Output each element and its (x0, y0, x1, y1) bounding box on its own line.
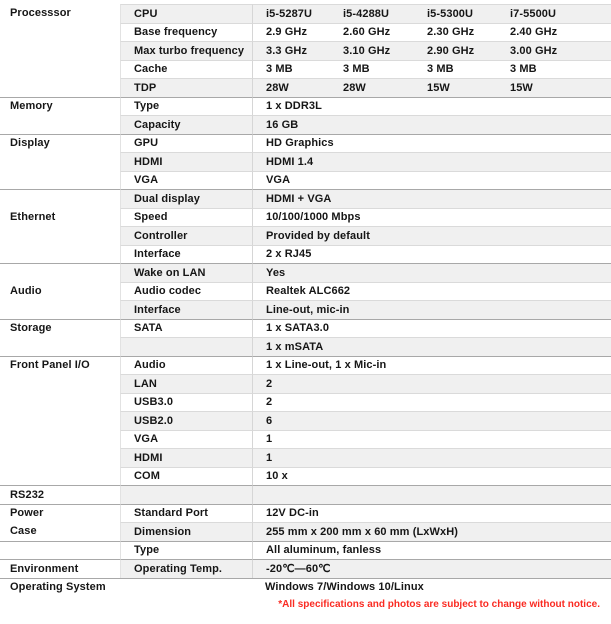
table-row (0, 485, 611, 504)
section-cell: Operating System (0, 578, 120, 597)
spec-label-cell: Speed (120, 208, 252, 227)
spec-value-cell: Line-out, mic-in (252, 300, 611, 319)
table-row (0, 374, 611, 393)
spec-label-cell (120, 337, 252, 356)
spec-label-cell: CPU (120, 4, 252, 23)
spec-label-cell: Type (120, 541, 252, 560)
spec-label-cell: VGA (120, 430, 252, 449)
spec-value-cell: 3 MB (497, 60, 611, 79)
spec-value-cell: 2.40 GHz (497, 23, 611, 42)
spec-label-cell: Controller (120, 226, 252, 245)
spec-label-cell: USB2.0 (120, 411, 252, 430)
spec-label-cell: LAN (120, 374, 252, 393)
section-cell (0, 374, 120, 393)
spec-label-cell: USB3.0 (120, 393, 252, 412)
spec-value-cell: 15W (497, 78, 611, 97)
table-row (0, 541, 611, 560)
table-row (0, 189, 611, 208)
section-cell: Ethernet (0, 208, 120, 227)
spec-value-cell: 3 MB (330, 60, 414, 79)
table-row (0, 337, 611, 356)
spec-label-cell: Max turbo frequency (120, 41, 252, 60)
spec-label-cell: HDMI (120, 448, 252, 467)
spec-label-cell: HDMI (120, 152, 252, 171)
spec-label-cell: Capacity (120, 115, 252, 134)
spec-label-cell: Type (120, 97, 252, 116)
spec-value-cell: i5-5300U (414, 4, 497, 23)
table-row (0, 430, 611, 449)
section-cell: Storage (0, 319, 120, 338)
table-row (0, 115, 611, 134)
spec-value-cell: 2 (252, 393, 611, 412)
section-cell: Processsor (0, 4, 120, 23)
spec-value-cell: i5-5287U (252, 4, 330, 23)
table-row (0, 504, 611, 523)
spec-value-cell: 2.60 GHz (330, 23, 414, 42)
specifications-table (0, 4, 611, 596)
section-cell: Power (0, 504, 120, 523)
spec-value-cell: 3.3 GHz (252, 41, 330, 60)
table-row (0, 448, 611, 467)
table-row (0, 393, 611, 412)
spec-value-cell: i5-4288U (330, 4, 414, 23)
section-cell (0, 245, 120, 264)
spec-value-cell: 10/100/1000 Mbps (252, 208, 611, 227)
table-row (0, 578, 611, 597)
spec-value-cell: 255 mm x 200 mm x 60 mm (LxWxH) (252, 522, 611, 541)
section-cell (0, 541, 120, 560)
table-row (0, 245, 611, 264)
table-row (0, 23, 611, 42)
spec-value-cell: 16 GB (252, 115, 611, 134)
section-cell (0, 41, 120, 60)
spec-value-cell: Realtek ALC662 (252, 282, 611, 301)
spec-value-cell: Windows 7/Windows 10/Linux (252, 578, 611, 597)
table-row (0, 78, 611, 97)
section-cell (0, 467, 120, 486)
spec-label-cell: Cache (120, 60, 252, 79)
spec-value-cell: 2 x RJ45 (252, 245, 611, 264)
section-cell (0, 393, 120, 412)
section-cell (0, 171, 120, 190)
table-row (0, 97, 611, 116)
spec-label-cell: GPU (120, 134, 252, 153)
spec-label-cell: Interface (120, 300, 252, 319)
spec-label-cell: Dimension (120, 522, 252, 541)
table-row (0, 300, 611, 319)
spec-label-cell: TDP (120, 78, 252, 97)
spec-value-cell (252, 485, 611, 504)
spec-value-cell: All aluminum, fanless (252, 541, 611, 560)
disclaimer-footnote: *All specifications and photos are subject to change without notice. (278, 599, 600, 610)
table-row (0, 411, 611, 430)
table-row (0, 134, 611, 153)
section-cell: Case (0, 522, 120, 541)
spec-value-cell: Provided by default (252, 226, 611, 245)
spec-value-cell: 1 x mSATA (252, 337, 611, 356)
table-row (0, 467, 611, 486)
spec-label-cell: Wake on LAN (120, 263, 252, 282)
spec-label-cell: Operating Temp. (120, 559, 252, 578)
spec-value-cell: i7-5500U (497, 4, 611, 23)
section-cell (0, 152, 120, 171)
table-row (0, 263, 611, 282)
table-row (0, 226, 611, 245)
spec-value-cell: 12V DC-in (252, 504, 611, 523)
spec-value-cell: 3.00 GHz (497, 41, 611, 60)
spec-value-cell: 1 (252, 448, 611, 467)
spec-label-cell: Standard Port (120, 504, 252, 523)
spec-label-cell: COM (120, 467, 252, 486)
section-cell (0, 263, 120, 282)
spec-value-cell: 2.30 GHz (414, 23, 497, 42)
spec-value-cell: 6 (252, 411, 611, 430)
spec-value-cell: 10 x (252, 467, 611, 486)
spec-value-cell: 1 x DDR3L (252, 97, 611, 116)
spec-value-cell: 28W (330, 78, 414, 97)
section-cell (0, 430, 120, 449)
spec-label-cell: Interface (120, 245, 252, 264)
spec-value-cell: Yes (252, 263, 611, 282)
spec-value-cell: 3.10 GHz (330, 41, 414, 60)
spec-value-cell: -20℃—60℃ (252, 559, 611, 578)
spec-value-cell: 2 (252, 374, 611, 393)
table-row (0, 319, 611, 338)
section-cell (0, 300, 120, 319)
spec-value-cell: VGA (252, 171, 611, 190)
spec-label-cell (120, 485, 252, 504)
section-cell: Audio (0, 282, 120, 301)
spec-value-cell: HDMI 1.4 (252, 152, 611, 171)
table-row (0, 522, 611, 541)
section-cell (0, 189, 120, 208)
table-row (0, 208, 611, 227)
section-cell (0, 60, 120, 79)
spec-label-cell: VGA (120, 171, 252, 190)
table-row (0, 4, 611, 23)
table-row (0, 356, 611, 375)
spec-value-cell: 15W (414, 78, 497, 97)
spec-label-cell: SATA (120, 319, 252, 338)
spec-label-cell: Base frequency (120, 23, 252, 42)
spec-value-cell: 2.9 GHz (252, 23, 330, 42)
section-cell (0, 78, 120, 97)
table-row (0, 60, 611, 79)
spec-value-cell: HD Graphics (252, 134, 611, 153)
spec-label-cell: Audio codec (120, 282, 252, 301)
spec-label-cell: Audio (120, 356, 252, 375)
spec-label-cell (120, 578, 252, 597)
spec-value-cell: 1 (252, 430, 611, 449)
spec-label-cell: Dual display (120, 189, 252, 208)
section-cell (0, 448, 120, 467)
table-row (0, 171, 611, 190)
table-row (0, 152, 611, 171)
spec-value-cell: 1 x Line-out, 1 x Mic-in (252, 356, 611, 375)
spec-value-cell: 3 MB (252, 60, 330, 79)
section-cell: RS232 (0, 485, 120, 504)
spec-value-cell: 1 x SATA3.0 (252, 319, 611, 338)
section-cell: Memory (0, 97, 120, 116)
section-cell (0, 23, 120, 42)
section-cell: Front Panel I/O (0, 356, 120, 375)
table-row (0, 559, 611, 578)
spec-value-cell: 3 MB (414, 60, 497, 79)
section-cell (0, 226, 120, 245)
section-cell (0, 337, 120, 356)
spec-value-cell: 28W (252, 78, 330, 97)
section-cell (0, 411, 120, 430)
section-cell: Display (0, 134, 120, 153)
table-row (0, 282, 611, 301)
spec-value-cell: 2.90 GHz (414, 41, 497, 60)
spec-value-cell: HDMI + VGA (252, 189, 611, 208)
table-row (0, 41, 611, 60)
section-cell: Environment (0, 559, 120, 578)
section-cell (0, 115, 120, 134)
